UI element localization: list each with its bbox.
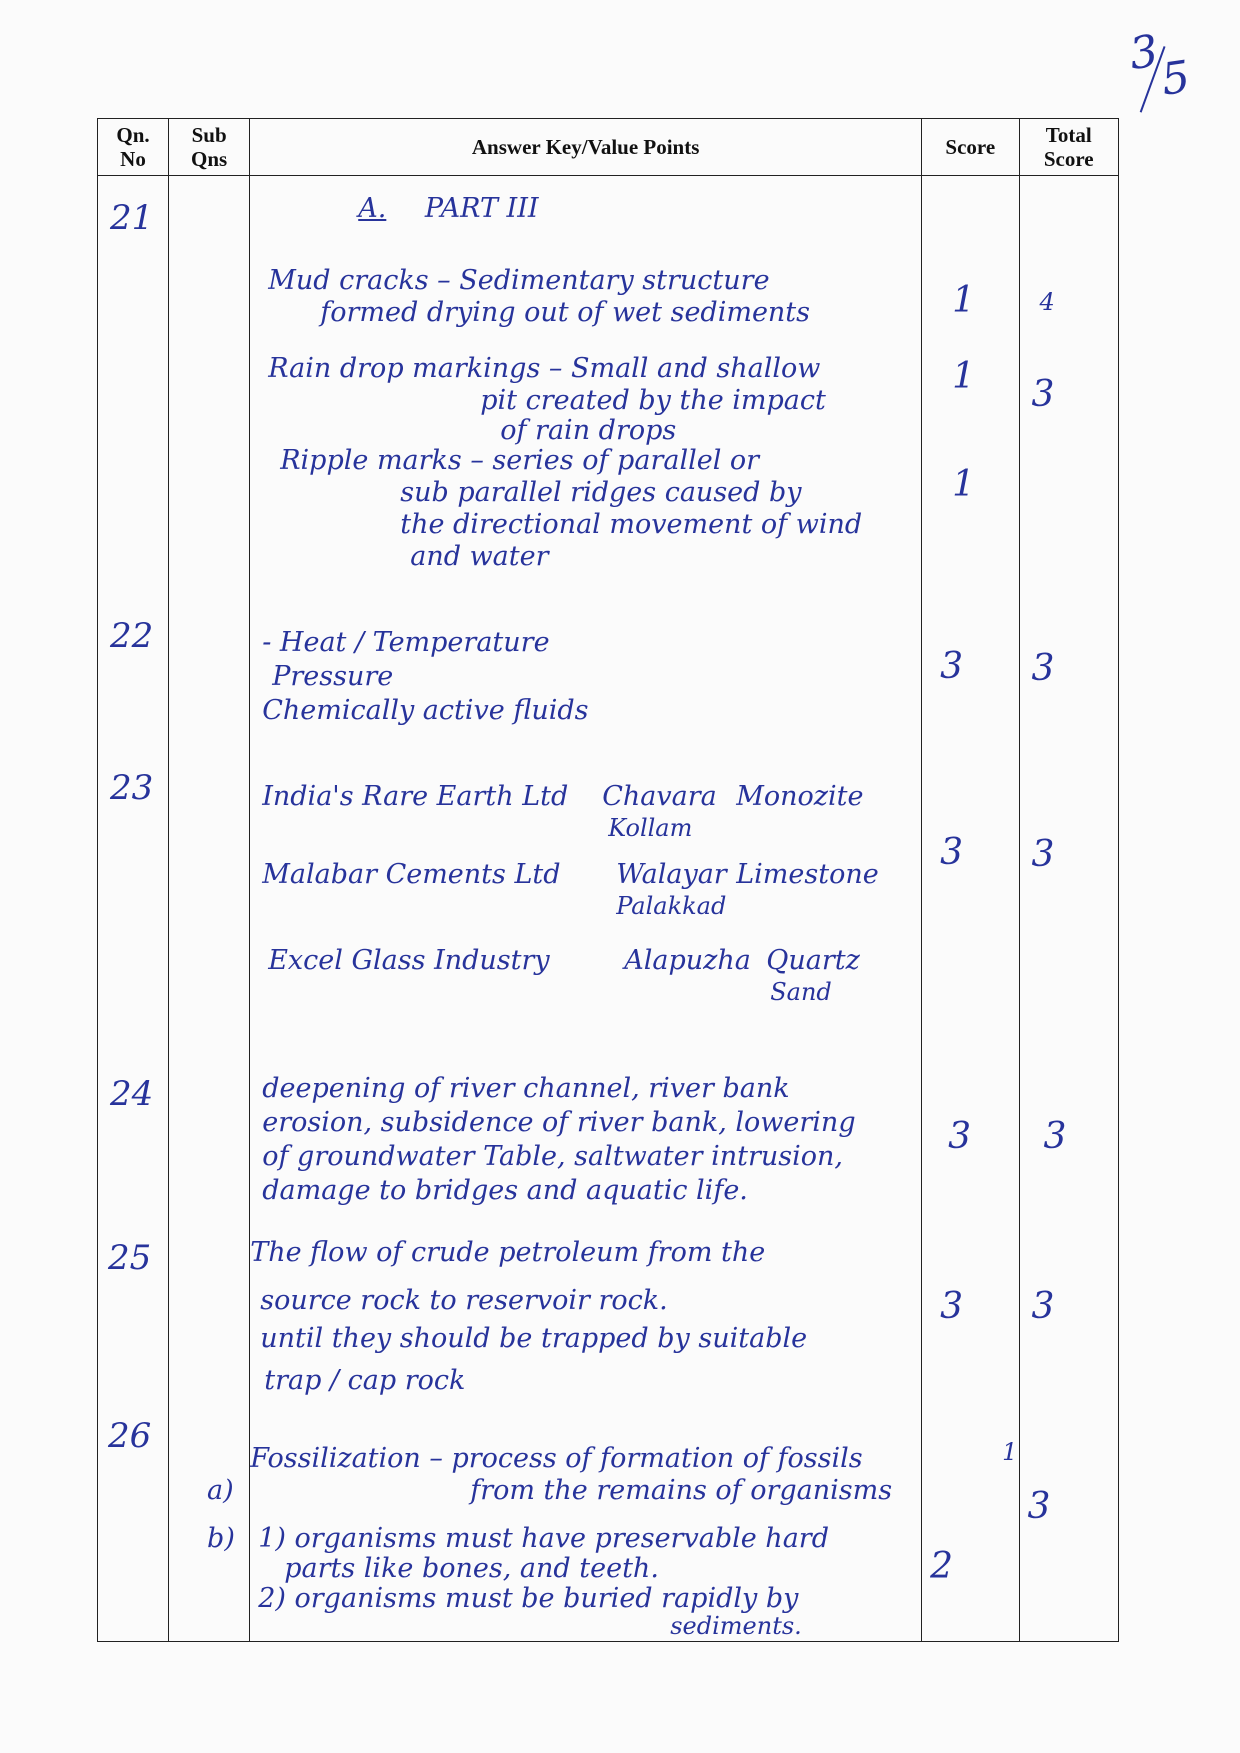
q21-ripple-line1: Ripple marks – series of parallel or <box>280 445 760 476</box>
q23-row3-industry: Excel Glass Industry <box>268 945 550 976</box>
header-sub-qns: Sub Qns <box>169 119 250 176</box>
q21-ripple-line4: and water <box>410 541 549 572</box>
score-column <box>922 176 1019 1642</box>
part-heading-prefix: A. <box>358 193 387 224</box>
q22-line-3: Chemically active fluids <box>262 695 589 726</box>
q22-score: 3 <box>940 646 963 687</box>
q23-row1-industry: India's Rare Earth Ltd <box>262 781 569 812</box>
q23-row3-sub: Sand <box>770 978 832 1006</box>
q26-b-score: 2 <box>930 1546 953 1587</box>
q24-line-2: erosion, subsidence of river bank, lowering <box>262 1107 856 1138</box>
q23-total: 3 <box>1031 834 1055 875</box>
q24-number: 24 <box>110 1074 154 1114</box>
q24-score: 3 <box>948 1116 971 1157</box>
q22-line-1: - Heat / Temperature <box>262 627 550 658</box>
q21-raindrop-score: 1 <box>952 356 975 397</box>
q21-raindrop-line1: Rain drop markings – Small and shallow <box>268 353 821 384</box>
q21-ripple-line3: the directional movement of wind <box>400 509 863 540</box>
qn-no-column <box>98 176 169 1642</box>
q23-row1-place: Chavara <box>602 781 717 812</box>
q26-b-label: b) <box>207 1523 235 1554</box>
q21-raindrop-line2: pit created by the impact <box>480 385 826 416</box>
q21-raindrop-line3: of rain drops <box>500 415 677 446</box>
q21-mud-cracks-line2: formed drying out of wet sediments <box>320 297 811 328</box>
q24-line-4: damage to bridges and aquatic life. <box>262 1175 748 1206</box>
q26-a-score: 1 <box>1002 1438 1018 1466</box>
table-body-row <box>98 176 1119 1642</box>
q25-score: 3 <box>940 1286 963 1327</box>
q21-mud-cracks-total: 4 <box>1039 288 1055 316</box>
q23-row2-sub: Palakkad <box>616 892 727 920</box>
q23-number: 23 <box>110 768 154 808</box>
q23-row2-industry: Malabar Cements Ltd <box>262 859 561 890</box>
total-score-column <box>1019 176 1119 1642</box>
table-header-row <box>98 119 1119 176</box>
q21-total: 3 <box>1031 374 1055 415</box>
q23-row1-mineral: Monozite <box>736 781 864 812</box>
q26-a-line1: Fossilization – process of formation of fossils <box>250 1443 863 1474</box>
q26-total: 3 <box>1027 1486 1051 1527</box>
q21-ripple-score: 1 <box>952 464 975 505</box>
q25-line-1: The flow of crude petroleum from the <box>250 1237 766 1268</box>
q26-a-line2: from the remains of organisms <box>470 1475 893 1506</box>
q25-line-3: until they should be trapped by suitable <box>260 1323 808 1354</box>
header-answer-key: Answer Key/Value Points <box>250 119 922 176</box>
page-number-current: 3 <box>1126 25 1162 81</box>
q25-line-4: trap / cap rock <box>264 1365 466 1396</box>
sub-qns-column <box>169 176 250 1642</box>
q21-number: 21 <box>110 198 154 238</box>
q23-score: 3 <box>940 832 963 873</box>
q26-number: 26 <box>108 1416 152 1456</box>
q26-b-line1: 1) organisms must have preservable hard <box>258 1523 829 1554</box>
part-heading <box>358 194 538 224</box>
header-qn-no: Qn. No <box>98 119 169 176</box>
q25-number: 25 <box>108 1238 152 1278</box>
page-number-total: 5 <box>1158 51 1194 106</box>
answer-column <box>250 176 922 1642</box>
q25-total: 3 <box>1031 1286 1055 1327</box>
answer-key-table <box>97 118 1119 1642</box>
q25-line-2: source rock to reservoir rock. <box>260 1285 668 1316</box>
q24-line-1: deepening of river channel, river bank <box>262 1073 790 1104</box>
q23-row1-sub: Kollam <box>608 814 693 842</box>
q22-total: 3 <box>1031 648 1055 689</box>
q26-b-line3: 2) organisms must be buried rapidly by <box>258 1583 799 1614</box>
q23-row3-mineral: Quartz <box>766 945 860 976</box>
q23-row3-place: Alapuzha <box>624 945 751 976</box>
q21-ripple-line2: sub parallel ridges caused by <box>400 477 802 508</box>
q22-line-2: Pressure <box>272 661 394 692</box>
q26-b-line2: parts like bones, and teeth. <box>284 1553 659 1584</box>
q23-row2-mineral: Limestone <box>736 859 879 890</box>
part-heading-title: PART III <box>424 193 539 224</box>
q24-line-3: of groundwater Table, saltwater intrusion, <box>262 1141 844 1172</box>
header-total-score: Total Score <box>1019 119 1119 176</box>
q22-number: 22 <box>110 616 154 656</box>
q24-total: 3 <box>1043 1116 1067 1157</box>
header-score: Score <box>922 119 1019 176</box>
q21-mud-cracks-score: 1 <box>952 280 975 321</box>
q26-a-label: a) <box>207 1475 234 1506</box>
q21-mud-cracks-line1: Mud cracks – Sedimentary structure <box>268 265 770 296</box>
q23-row2-place: Walayar <box>616 859 727 890</box>
q26-b-line4: sediments. <box>670 1612 802 1640</box>
